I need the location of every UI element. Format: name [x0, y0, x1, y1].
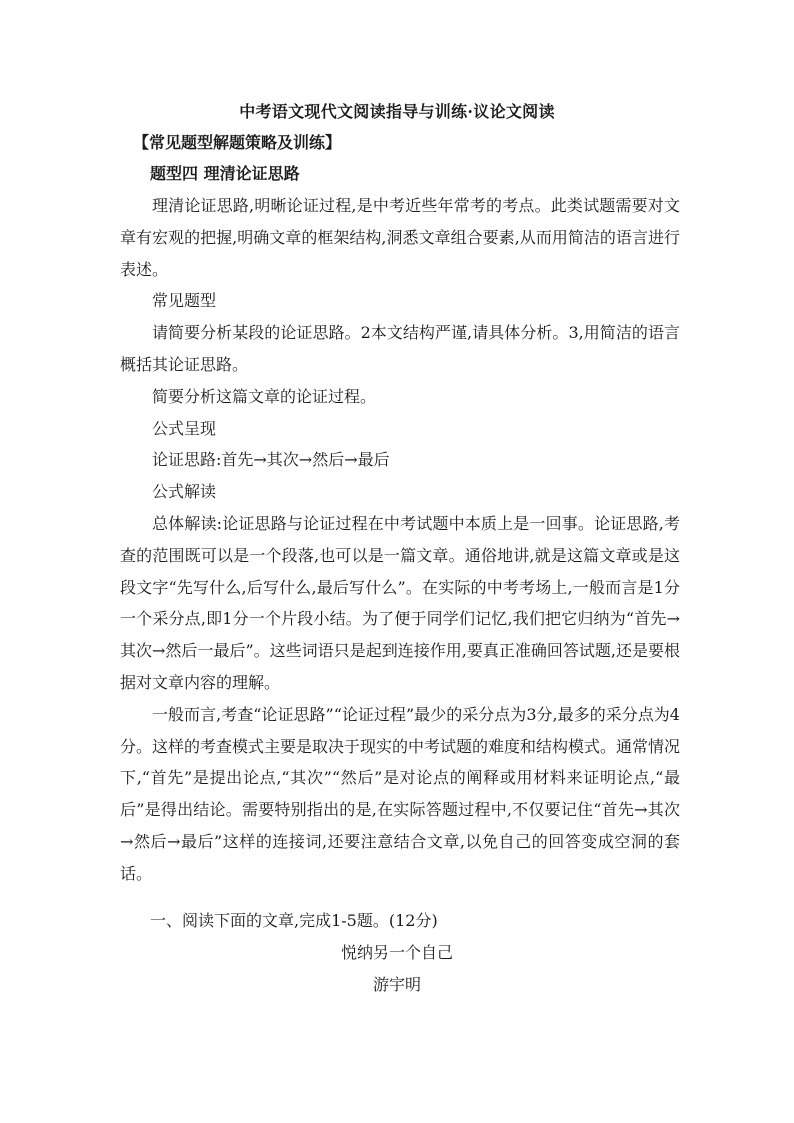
document-body [120, 190, 680, 890]
article-author: 游宇明 [372, 975, 421, 994]
document-title: 中考语文现代文阅读指导与训练·议论文阅读 [239, 102, 555, 121]
paragraph-formula: 论证思路:首先→其次→然后→最后 [152, 450, 390, 470]
paragraph-formula-label: 公式呈现 [152, 418, 217, 438]
article-title: 悦纳另一个自己 [340, 943, 453, 962]
paragraph-common-types-label: 常见题型 [152, 291, 217, 311]
paragraph-overall-explain: 总体解读:论证思路与论证过程在中考试题中本质上是一回事。论证思路,考查的范围既可以是一个段落,也可以是一篇文章。通俗地讲,就是这篇文章或是这段文字“先写什么,后写什么,最后写什么”。在实际的中考考场上,一般而言是1分一个采分点,即1分一个片段小结。为了便于同学们记忆,我们把它归纳为“首先→其次→然后一最后”。这些词语只是起到连接作用,要真正准确回答试题,还是要根据对文章内容的理解。 [120, 513, 680, 692]
exercise-intro: 一、阅读下面的文章,完成1-5题。(12分) [150, 911, 438, 930]
paragraph-common-types-2: 简要分析这篇文章的论证过程。 [152, 386, 377, 406]
paragraph-general-explain: 一般而言,考查“论证思路”“论证过程”最少的采分点为3分,最多的采分点为4分。这样的考查模式主要是取决于现实的中考试题的难度和结构模式。通常情况下,“首先”是提出论点,“其次”“然后”是对论点的阐释或用材料来证明论点,“最后”是得出结论。需要特别指出的是,在实际答题过程中,不仅要记住“首先→其次→然后→最后”这样的连接词,还要注意结合文章,以免自己的回答变成空洞的套话。 [120, 704, 681, 883]
subsection-heading: 题型四 理清论证思路 [150, 164, 300, 183]
paragraph-intro: 理清论证思路,明晰论证过程,是中考近些年常考的考点。此类试题需要对文章有宏观的把握,明确文章的框架结构,洞悉文章组合要素,从而用简洁的语言进行表述。 [120, 196, 680, 279]
paragraph-formula-explain-label: 公式解读 [152, 482, 217, 502]
section-heading: 【常见题型解题策略及训练】 [133, 133, 342, 152]
paragraph-common-types: 请简要分析某段的论证思路。2本文结构严谨,请具体分析。3,用简洁的语言概括其论证思路。 [120, 323, 680, 374]
